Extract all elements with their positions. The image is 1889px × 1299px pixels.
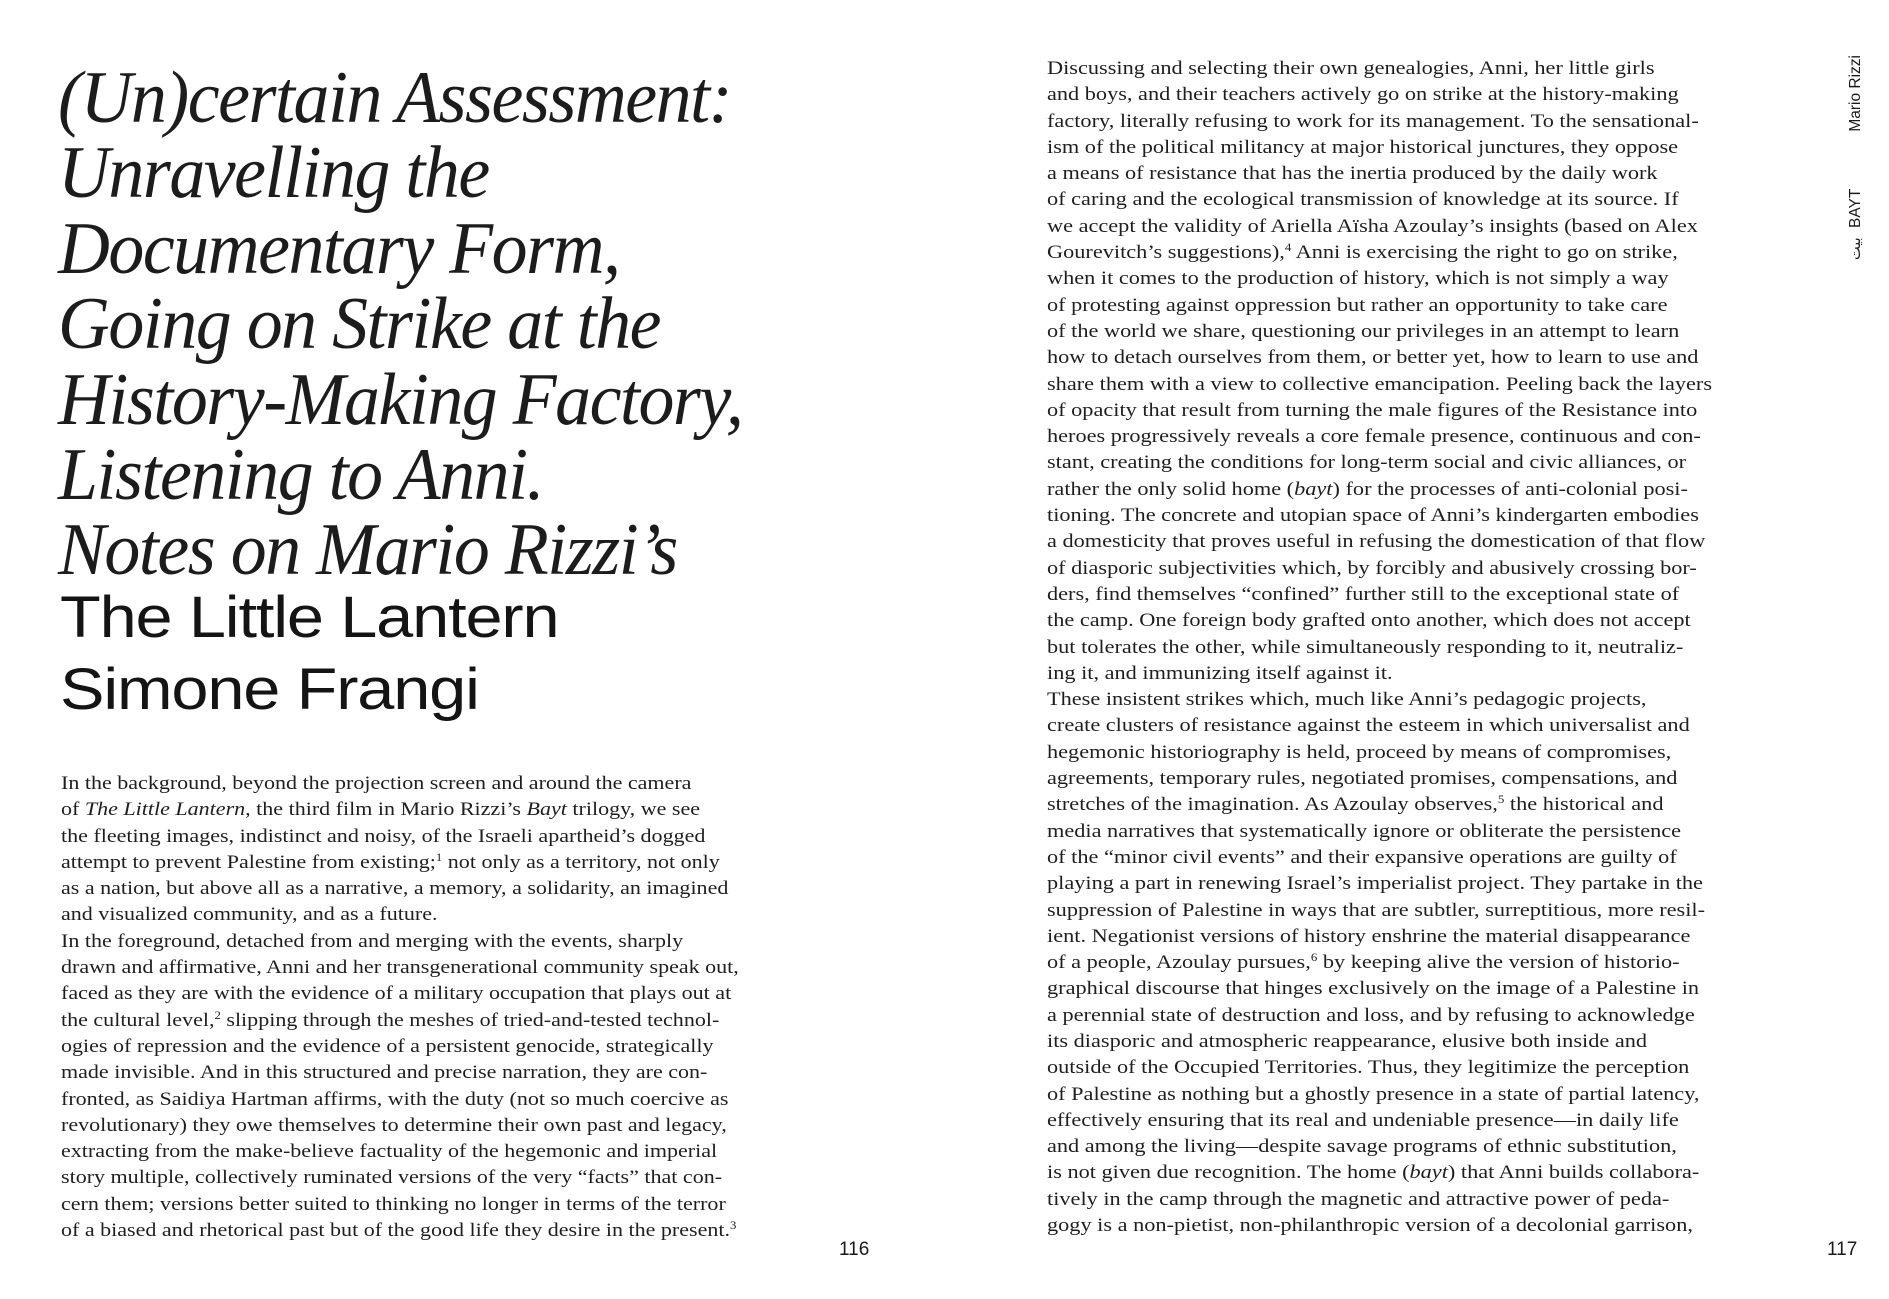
text-line: [1047, 214, 1712, 240]
text-run: of a biased and rhetorical past but of the good life they desire in the present.: [61, 1220, 731, 1242]
text-line: [1047, 1213, 1712, 1239]
title-line: Going on Strike at the: [58, 283, 661, 366]
text-run: of diasporic subjectivities which, by forcibly and abusively crossing bor-: [1047, 557, 1697, 579]
text-line: [1047, 450, 1712, 476]
series-title-arabic: بيت: [1848, 237, 1864, 260]
text-run: and visualized community, and as a future.: [61, 904, 438, 926]
text-run: hegemonic historiography is held, proceed by means of compromises,: [1047, 741, 1672, 763]
text-line: [1047, 161, 1712, 187]
text-run: heroes progressively reveals a core female presence, continuous and con-: [1047, 426, 1701, 448]
text-line: [1047, 1160, 1712, 1186]
text-line: [61, 955, 739, 981]
text-line: [1047, 266, 1712, 292]
text-run: the historical and: [1504, 794, 1664, 816]
essay-title: [58, 57, 795, 592]
right-body-area: [1047, 56, 1737, 1256]
text-run: its diasporic and atmospheric reappearance, elusive both inside and: [1047, 1030, 1648, 1052]
text-run: outside of the Occupied Territories. Thus, they legitimize the perception: [1047, 1057, 1690, 1079]
text-run: slipping through the meshes of tried-and-tested technol-: [220, 1009, 720, 1031]
text-line: [1047, 109, 1712, 135]
text-run: gogy is a non-pietist, non-philanthropic version of a decolonial garrison,: [1047, 1215, 1693, 1237]
text-run: effectively ensuring that its real and undeniable presence—in daily life: [1047, 1109, 1679, 1131]
text-run: faced as they are with the evidence of a military occupation that plays out at: [61, 983, 732, 1005]
text-run: rather the only solid home (: [1047, 478, 1295, 500]
text-line: [1047, 635, 1712, 661]
title-line: Notes on Mario Rizzi’s: [58, 509, 677, 592]
text-run: In the background, beyond the projection screen and around the camera: [61, 773, 692, 794]
text-run: a means of resistance that has the inertia produced by the daily work: [1047, 163, 1658, 185]
running-header-artist: Mario Rizzi: [1847, 55, 1864, 132]
text-line: [1047, 1003, 1712, 1029]
right-page: [945, 0, 1889, 1299]
text-run: is not given due recognition. The home (: [1047, 1162, 1410, 1184]
text-line: [61, 1165, 739, 1191]
text-run: and boys, and their teachers actively go on strike at the history-making: [1047, 84, 1679, 106]
text-run: playing a part in renewing Israel’s imperialist project. They partake in the: [1047, 873, 1703, 895]
text-run: the cultural level,: [61, 1009, 215, 1031]
text-line: [61, 1008, 739, 1034]
text-line: [1047, 924, 1712, 950]
footnote-ref: 1: [435, 851, 443, 864]
text-run: ogies of repression and the evidence of a persistent genocide, strategically: [61, 1035, 714, 1057]
page-number: 116: [839, 1239, 870, 1260]
text-line: [61, 902, 739, 928]
text-line: [1047, 845, 1712, 871]
text-run: story multiple, collectively ruminated versions of the very “facts” that con-: [61, 1167, 723, 1189]
title-line: (Un)certain Assessment:: [58, 57, 732, 139]
text-run: and among the living—despite savage programs of ethnic substitution,: [1047, 1136, 1677, 1158]
text-run: suppression of Palestine in ways that are subtler, surreptitious, more resil-: [1047, 899, 1706, 921]
title-line: History-Making Factory,: [58, 358, 743, 441]
text-run: ders, find themselves “confined” further still to the exceptional state of: [1047, 583, 1680, 605]
text-line: [1047, 713, 1712, 739]
text-line: [1047, 1187, 1712, 1213]
text-run: ) for the processes of anti-colonial posi-: [1332, 478, 1688, 500]
text-run: factory, literally refusing to work for its management. To the sensational-: [1047, 110, 1699, 132]
footnote-ref: 6: [1310, 952, 1318, 965]
text-line: [61, 1034, 739, 1060]
text-run: trilogy, we see: [566, 799, 701, 821]
text-line: [1047, 398, 1712, 424]
text-run: tioning. The concrete and utopian space of Anni’s kindergarten embodies: [1047, 505, 1699, 527]
title-subtitle-block: [60, 582, 558, 726]
film-title: The Little Lantern: [60, 585, 559, 650]
text-run: of opacity that result from turning the male figures of the Resistance into: [1047, 399, 1698, 421]
text-run: the fleeting images, indistinct and noisy, of the Israeli apartheid’s dogged: [61, 825, 706, 847]
text-run: of the “minor civil events” and their expansive operations are guilty of: [1047, 846, 1677, 868]
left-body-area: [61, 771, 761, 1251]
text-line: [1047, 1082, 1712, 1108]
text-run: of the world we share, questioning our privileges in an attempt to learn: [1047, 320, 1680, 342]
text-line: [1047, 792, 1712, 818]
text-run: as a nation, but above all as a narrative, a memory, a solidarity, an imagined: [61, 878, 729, 900]
text-line: [1047, 56, 1712, 82]
text-run: ism of the political militancy at major historical junctures, they oppose: [1047, 136, 1679, 158]
text-run: a perennial state of destruction and loss, and by refusing to acknowledge: [1047, 1004, 1695, 1026]
text-run: Gourevitch’s suggestions),: [1047, 242, 1285, 264]
text-run: stant, creating the conditions for long-term social and civic alliances, or: [1047, 452, 1687, 474]
text-run: graphical discourse that hinges exclusively on the image of a Palestine in: [1047, 978, 1700, 1000]
text-line: [1047, 976, 1712, 1002]
text-line: [1047, 766, 1712, 792]
text-line: [1047, 345, 1712, 371]
text-line: [61, 824, 739, 850]
text-run: of: [61, 799, 85, 821]
text-run: by keeping alive the version of historio-: [1317, 952, 1680, 974]
text-run: extracting from the make-believe factuality of the hegemonic and imperial: [61, 1141, 718, 1163]
page-number: 117: [1827, 1239, 1858, 1260]
footnote-ref: 4: [1284, 242, 1292, 255]
text-run: of caring and the ecological transmission of knowledge at its source. If: [1047, 189, 1679, 211]
italic-text: The Little Lantern: [84, 799, 246, 821]
text-run: fronted, as Saidiya Hartman affirms, with the duty (not so much coercive as: [61, 1088, 729, 1110]
text-line: [61, 876, 739, 902]
text-line: [1047, 661, 1712, 687]
text-line: [1047, 608, 1712, 634]
text-run: Anni is exercising the right to go on strike,: [1291, 242, 1678, 264]
text-run: cern them; versions better suited to thinking no longer in terms of the terror: [61, 1193, 726, 1215]
left-page: [0, 0, 944, 1299]
text-line: [61, 1218, 739, 1244]
text-line: [1047, 871, 1712, 897]
text-line: [1047, 950, 1712, 976]
italic-text: Bayt: [526, 799, 567, 821]
text-line: [1047, 424, 1712, 450]
text-line: [1047, 240, 1712, 266]
series-title-latin: BAYT: [1847, 189, 1864, 229]
text-line: [61, 1192, 739, 1218]
footnote-ref: 3: [730, 1220, 737, 1233]
text-run: attempt to prevent Palestine from existing;: [61, 851, 436, 873]
text-line: [1047, 1029, 1712, 1055]
text-line: [1047, 556, 1712, 582]
text-run: how to detach ourselves from them, or better yet, how to learn to use and: [1047, 347, 1699, 369]
italic-text: bayt: [1294, 478, 1333, 500]
text-run: of protesting against oppression but rather an opportunity to take care: [1047, 294, 1668, 316]
text-line: [1047, 135, 1712, 161]
text-run: stretches of the imagination. As Azoulay observes,: [1047, 794, 1498, 816]
text-line: [1047, 582, 1712, 608]
text-line: [1047, 477, 1712, 503]
text-run: when it comes to the production of history, which is not simply a way: [1047, 268, 1669, 290]
text-run: media narratives that systematically ignore or obliterate the persistence: [1047, 820, 1682, 842]
text-line: [1047, 82, 1712, 108]
title-line: Listening to Anni.: [58, 434, 544, 517]
text-line: [1047, 1134, 1712, 1160]
text-run: ing it, and immunizing itself against it.: [1047, 662, 1393, 684]
text-run: not only as a territory, not only: [442, 851, 720, 873]
text-line: [1047, 687, 1712, 713]
author-name: Simone Frangi: [60, 657, 479, 722]
text-run: In the foreground, detached from and merging with the events, sharply: [61, 930, 684, 952]
text-line: [1047, 319, 1712, 345]
body-text-right: [1047, 56, 1712, 1239]
text-line: [1047, 503, 1712, 529]
text-run: create clusters of resistance against the esteem in which universalist and: [1047, 715, 1690, 737]
text-line: [61, 797, 739, 823]
text-run: tively in the camp through the magnetic and attractive power of peda-: [1047, 1188, 1670, 1210]
text-run: but tolerates the other, while simultaneously responding to it, neutraliz-: [1047, 636, 1684, 658]
text-line: [61, 850, 739, 876]
text-line: [61, 1139, 739, 1165]
italic-text: bayt: [1409, 1162, 1448, 1184]
text-line: [1047, 372, 1712, 398]
text-line: [1047, 1055, 1712, 1081]
text-run: agreements, temporary rules, negotiated promises, compensations, and: [1047, 768, 1678, 790]
text-line: [61, 771, 739, 797]
body-text-left: [61, 771, 739, 1244]
text-line: [61, 929, 739, 955]
text-run: a domesticity that proves useful in refusing the domestication of that flow: [1047, 531, 1706, 553]
footnote-ref: 5: [1497, 794, 1505, 807]
text-line: [1047, 740, 1712, 766]
text-line: [1047, 898, 1712, 924]
text-run: drawn and affirmative, Anni and her transgenerational community speak out,: [61, 957, 739, 979]
text-line: [61, 1113, 739, 1139]
text-line: [1047, 187, 1712, 213]
text-run: Discussing and selecting their own genealogies, Anni, her little girls: [1047, 58, 1655, 79]
text-run: of a people, Azoulay pursues,: [1047, 952, 1311, 974]
title-line: Unravelling the: [58, 132, 489, 215]
text-line: [1047, 819, 1712, 845]
text-run: ient. Negationist versions of history enshrine the material disappearance: [1047, 925, 1691, 947]
running-header-series: [1847, 189, 1865, 260]
text-line: [1047, 293, 1712, 319]
text-run: the camp. One foreign body grafted onto another, which does not accept: [1047, 610, 1691, 632]
text-line: [61, 1087, 739, 1113]
text-line: [61, 1060, 739, 1086]
text-line: [1047, 1108, 1712, 1134]
text-run: we accept the validity of Ariella Aïsha Azoulay’s insights (based on Alex: [1047, 215, 1698, 237]
text-run: These insistent strikes which, much like Anni’s pedagogic projects,: [1047, 689, 1647, 711]
text-run: share them with a view to collective emancipation. Peeling back the layers: [1047, 373, 1713, 395]
text-line: [61, 981, 739, 1007]
text-run: of Palestine as nothing but a ghostly presence in a state of partial latency,: [1047, 1083, 1700, 1105]
text-line: [1047, 529, 1712, 555]
text-run: revolutionary) they owe themselves to determine their own past and legacy,: [61, 1114, 727, 1136]
footnote-ref: 2: [214, 1009, 221, 1022]
text-run: , the third film in Mario Rizzi’s: [245, 799, 527, 821]
text-run: made invisible. And in this structured and precise narration, they are con-: [61, 1062, 708, 1084]
title-line: Documentary Form,: [58, 207, 620, 290]
text-run: ) that Anni builds collabora-: [1447, 1162, 1700, 1184]
